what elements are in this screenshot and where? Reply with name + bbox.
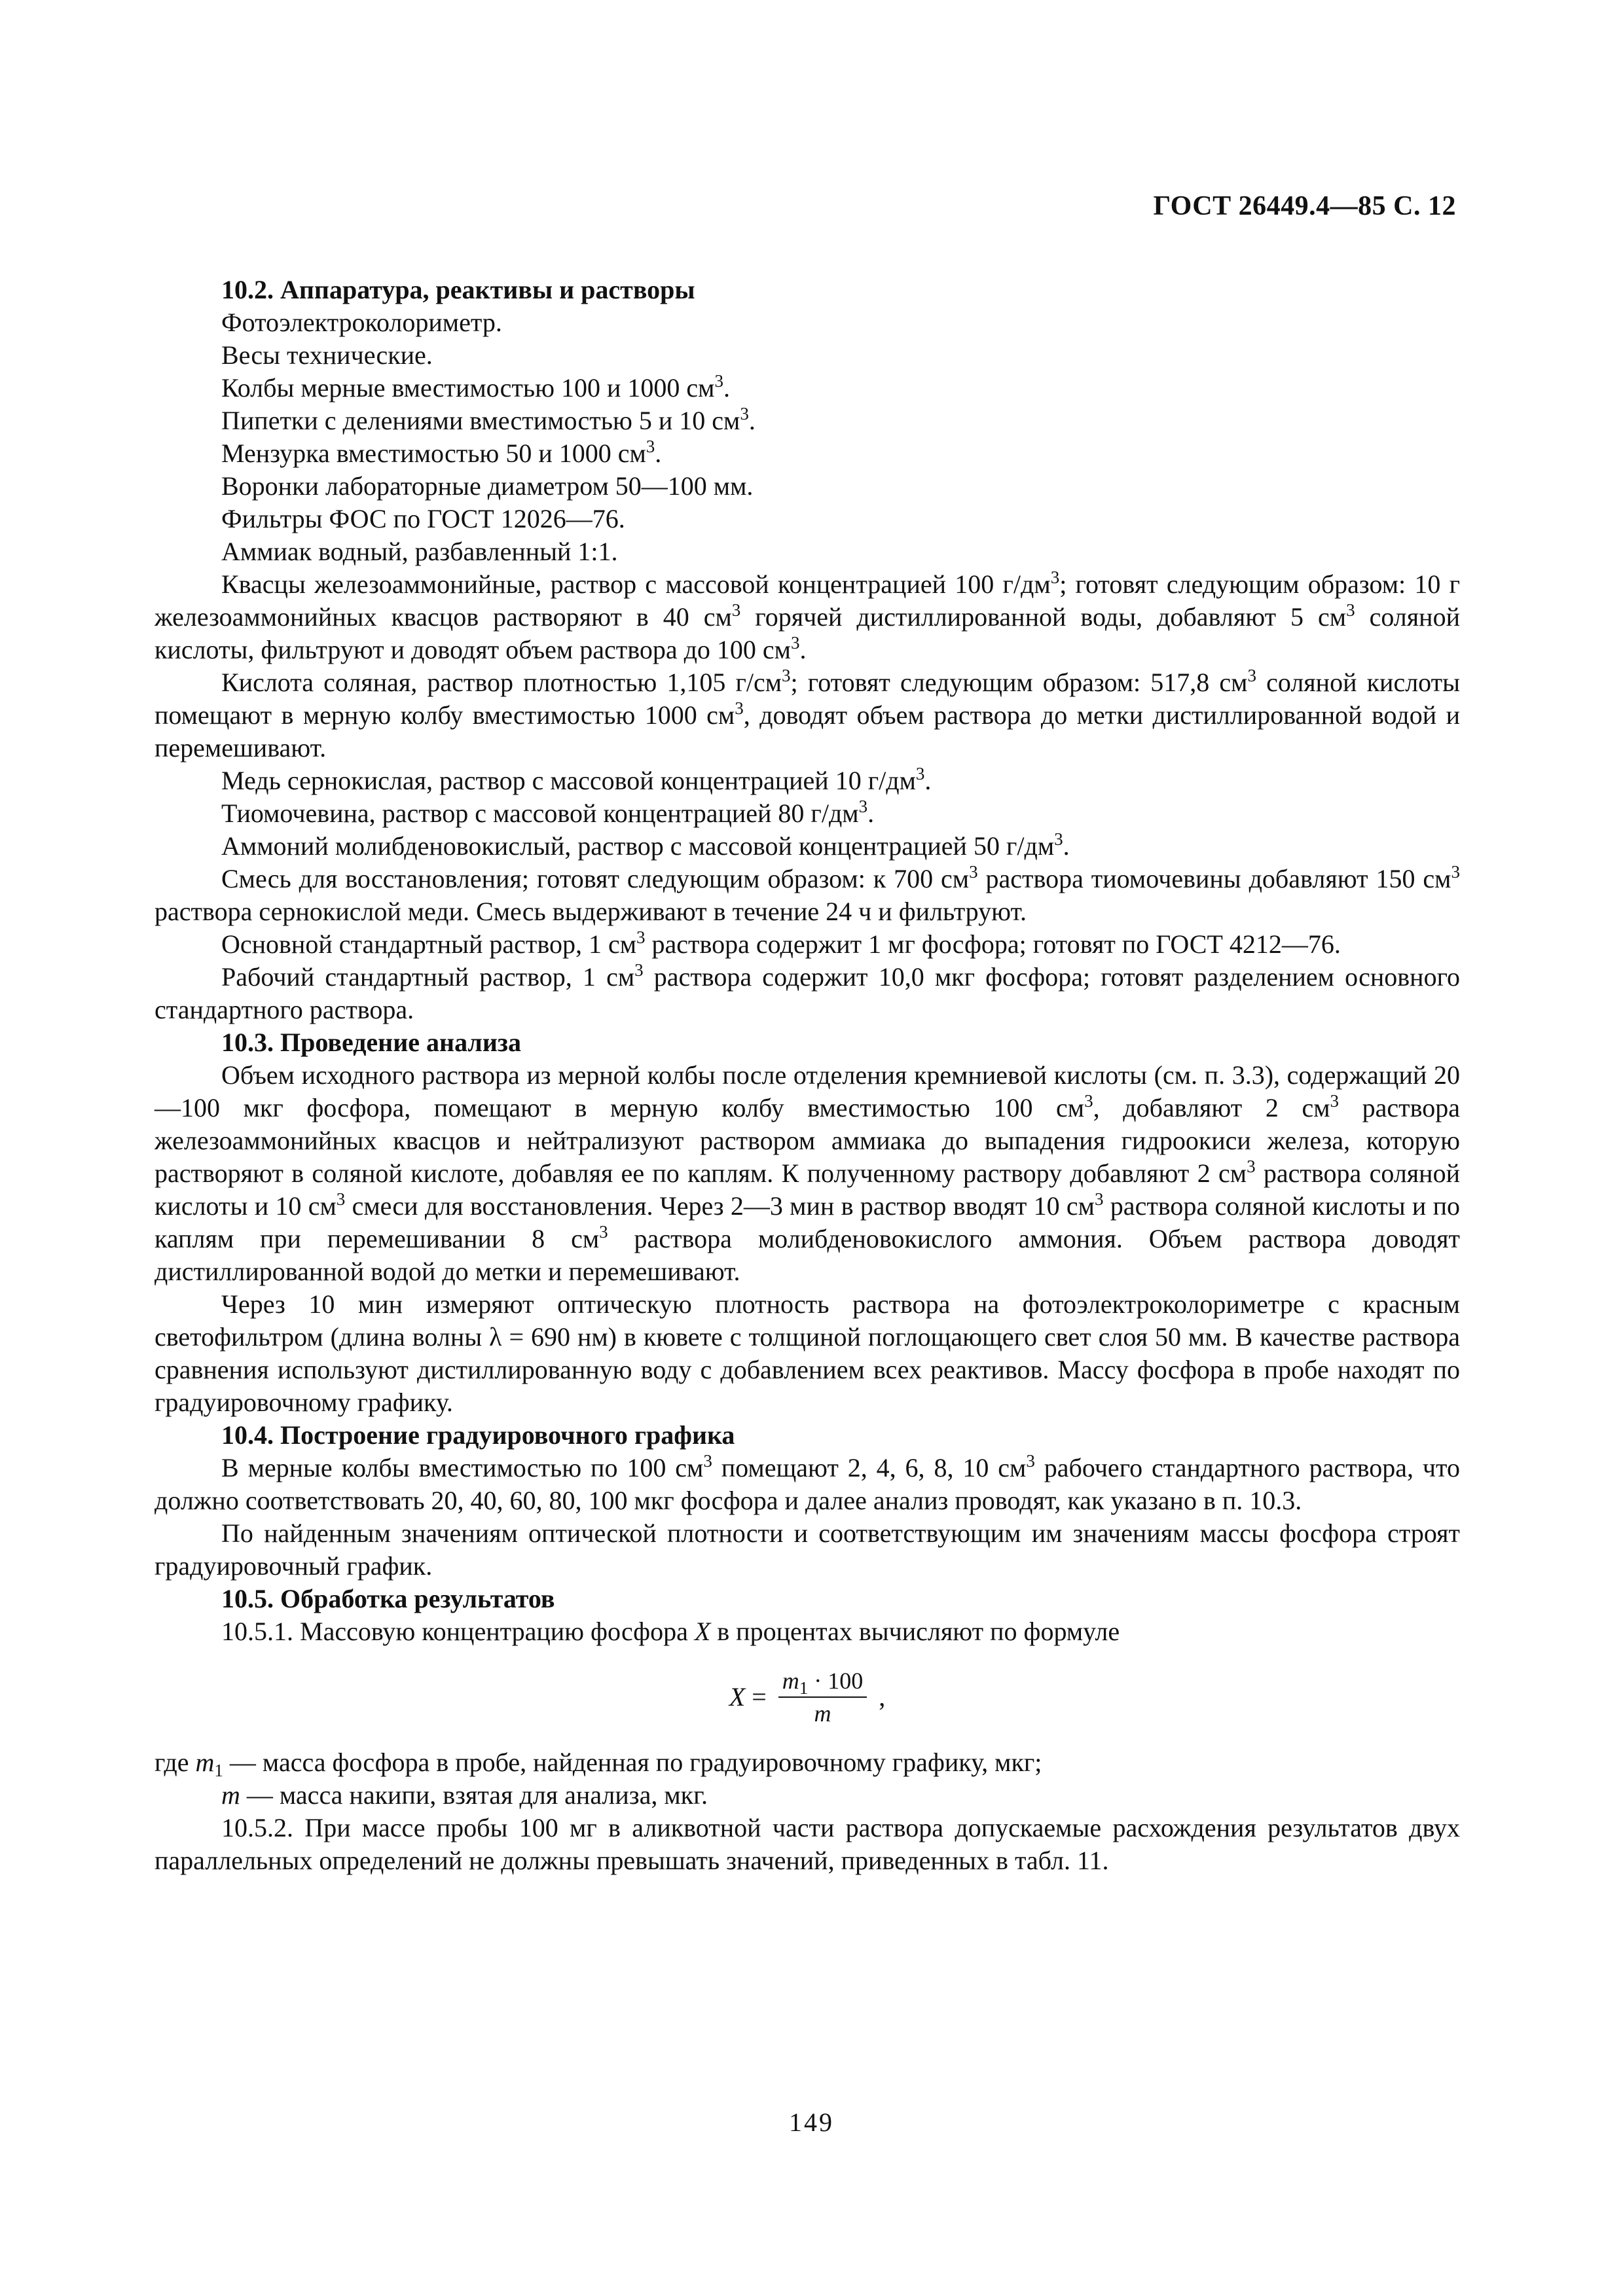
text: смеси для восстановления. Через 2—3 мин в раствор вводят 10 см	[345, 1191, 1095, 1221]
paragraph-tolerance: 10.5.2. При массе пробы 100 мг в аликвотной части раствора допускаемые расхождения результатов двух параллельных определений не должны превышать значений, приведенных в табл. 11.	[155, 1813, 1460, 1875]
variable-m1: m	[195, 1748, 215, 1777]
superscript: 3	[1084, 1091, 1093, 1111]
punct: .	[655, 439, 662, 468]
formula-eq: =	[745, 1682, 773, 1712]
text: раствора тиомочевины добавляют 150 см	[977, 864, 1451, 893]
text: соляной кислоты, фильтруют и доводят объем раствора до 100 см	[155, 602, 1460, 664]
text: , доводят объем раствора до метки дистиллированной водой и перемешивают.	[155, 700, 1460, 762]
superscript: 3	[1451, 862, 1460, 882]
punct: .	[924, 766, 932, 795]
punct: .	[1063, 831, 1070, 861]
item-text: Мензурка вместимостью 50 и 1000 см	[221, 439, 646, 468]
superscript: 3	[740, 404, 749, 423]
formula-tail: ,	[872, 1682, 886, 1712]
item-text: Колбы мерные вместимостью 100 и 1000 см	[221, 373, 715, 403]
text: В мерные колбы вместимостью по 100 см	[221, 1453, 704, 1482]
text: .	[799, 635, 807, 664]
item-text: Аммиак водный, разбавленный 1:1.	[221, 537, 618, 566]
text: Основной стандартный раствор, 1 см	[221, 929, 637, 959]
text: Медь сернокислая, раствор с массовой концентрацией 10 г/дм	[221, 766, 916, 795]
paragraph-kislota	[155, 666, 1460, 764]
text: в процентах вычисляют по формуле	[710, 1617, 1120, 1646]
text: горячей дистиллированной воды, добавляют 5 см	[740, 602, 1347, 632]
text: Тиомочевина, раствор с массовой концентрацией 80 г/дм	[221, 798, 859, 828]
superscript: 3	[1330, 1091, 1340, 1111]
punct: .	[748, 406, 756, 435]
paragraph-measurement: Через 10 мин измеряют оптическую плотность раствора на фотоэлектроколориметре с красным светофильтром (длина волны λ = 690 нм) в кювете с толщиной поглощающего свет слоя 50 мм. В качестве раствора сравнения используют дистиллированную воду с добавлением всех реактивов. Массу фосфора в пробе находят по градуировочному графику.	[155, 1289, 1460, 1417]
where-line-1	[155, 1746, 1460, 1779]
variable-x: X	[694, 1617, 711, 1646]
formula-lhs: X	[729, 1682, 746, 1712]
formula-denominator: m	[814, 1700, 831, 1727]
paragraph-tiomochevina	[155, 797, 1460, 830]
superscript: 3	[731, 600, 741, 620]
item-text: Воронки лабораторные диаметром 50—100 мм.	[221, 471, 754, 501]
text: , добавляют 2 см	[1093, 1093, 1330, 1122]
text: помещают 2, 4, 6, 8, 10 см	[712, 1453, 1027, 1482]
paragraph-rabochiy	[155, 961, 1460, 1026]
paragraph-kvascy	[155, 568, 1460, 666]
superscript: 3	[858, 797, 868, 816]
where-line-2	[155, 1779, 1460, 1812]
list-item	[155, 306, 1460, 339]
text: — масса фосфора в пробе, найденная по градуировочному графику, мкг;	[223, 1748, 1042, 1777]
item-text: Весы технические.	[221, 340, 433, 370]
text: Кислота соляная, раствор плотностью 1,105 г/см	[221, 668, 782, 697]
text: соляной кислоты помещают в мерную колбу вместимостью 1000 см	[155, 668, 1460, 730]
list-item	[155, 339, 1460, 372]
num-var: m	[782, 1668, 799, 1694]
superscript: 3	[791, 633, 800, 653]
text: ; готовят следующим образом: 517,8 см	[790, 668, 1248, 697]
superscript: 3	[782, 666, 791, 685]
superscript: 3	[1050, 567, 1060, 587]
text: Аммоний молибденовокислый, раствор с массовой концентрацией 50 г/дм	[221, 831, 1055, 861]
paragraph-calibration	[155, 1452, 1460, 1517]
superscript: 3	[646, 437, 655, 456]
text: — масса накипи, взятая для анализа, мкг.	[240, 1780, 708, 1810]
text: раствора соляной кислоты и по каплям при перемешивании 8 см	[155, 1191, 1461, 1253]
superscript: 3	[969, 862, 978, 882]
punct: .	[723, 373, 730, 403]
subscript: 1	[214, 1761, 223, 1780]
text: раствора сернокислой меди. Смесь выдерживают в течение 24 ч и фильтруют.	[155, 897, 1027, 926]
item-text: Пипетки с делениями вместимостью 5 и 10 см	[221, 406, 740, 435]
num-sub: 1	[799, 1678, 809, 1698]
punct: .	[867, 798, 875, 828]
formula-numerator	[778, 1666, 867, 1698]
item-text: Фотоэлектроколориметр.	[221, 308, 502, 337]
superscript: 3	[1247, 1157, 1256, 1176]
list-item	[155, 437, 1460, 470]
superscript: 3	[1346, 600, 1355, 620]
superscript: 3	[599, 1222, 608, 1242]
document-body	[155, 274, 1460, 1877]
text: Объем исходного раствора из мерной колбы после отделения кремниевой кислоты (см. п. 3.3), содержащий 20—100 мкг фосфора, помещают в мерную колбу вместимостью 100 см	[155, 1060, 1460, 1122]
paragraph-osnovnoy	[155, 928, 1460, 961]
item-text: Фильтры ФОС по ГОСТ 12026—76.	[221, 504, 625, 533]
superscript: 3	[636, 927, 646, 947]
paragraph-med	[155, 764, 1460, 797]
text: Квасцы железоаммонийные, раствор с массовой концентрацией 100 г/дм	[221, 569, 1051, 599]
section-heading-10-5: 10.5. Обработка результатов	[221, 1584, 555, 1613]
section-heading-10-4: 10.4. Построение градуировочного графика	[221, 1420, 735, 1450]
page-number: 149	[789, 2108, 834, 2137]
list-item	[155, 404, 1460, 437]
paragraph-formula-intro	[155, 1615, 1460, 1648]
paragraph-ammoniy	[155, 830, 1460, 863]
page-header: ГОСТ 26449.4—85 С. 12	[1153, 191, 1456, 221]
superscript: 3	[1026, 1451, 1035, 1471]
variable-m: m	[221, 1780, 240, 1810]
superscript: 3	[735, 698, 744, 718]
text: рабочего стандартного раствора, что должно соответствовать 20, 40, 60, 80, 100 мкг фосфора и далее анализ проводят, как указано в п. 10.3.	[155, 1453, 1461, 1515]
superscript: 3	[336, 1189, 346, 1209]
text: раствора содержит 10,0 мкг фосфора; готовят разделением основного стандартного раствора.	[155, 962, 1460, 1024]
formula	[155, 1648, 1460, 1746]
superscript: 3	[1247, 666, 1256, 685]
superscript: 3	[714, 371, 723, 391]
text: где	[155, 1748, 196, 1777]
num-rest: · 100	[808, 1668, 864, 1694]
paragraph-analysis	[155, 1059, 1460, 1288]
paragraph-smes	[155, 863, 1460, 928]
list-item	[155, 535, 1460, 568]
superscript: 3	[1095, 1189, 1104, 1209]
text: раствора железоаммонийных квасцов и нейтрализуют раствором аммиака до выпадения гидроокиси железа, которую растворяют в соляной кислоте, добавляя ее по каплям. К полученному раствору добавляют 2 см	[155, 1093, 1460, 1188]
list-item	[155, 470, 1460, 503]
text: Смесь для восстановления; готовят следующим образом: к 700 см	[221, 864, 970, 893]
text: ; готовят следующим образом: 10 г железоаммонийных квасцов растворяют в 40 см	[155, 569, 1460, 632]
text: раствора содержит 1 мг фосфора; готовят по ГОСТ 4212—76.	[645, 929, 1341, 959]
list-item	[155, 372, 1460, 404]
text: раствора соляной кислоты и 10 см	[155, 1158, 1460, 1221]
paragraph-graph: По найденным значениям оптической плотности и соответствующим им значениям массы фосфора строят градуировочный график.	[155, 1518, 1460, 1581]
superscript: 3	[915, 764, 925, 783]
text: Рабочий стандартный раствор, 1 см	[221, 962, 635, 992]
text: раствора молибденовокислого аммония. Объем раствора доводят дистиллированной водой до метки и перемешивают.	[155, 1224, 1461, 1286]
section-heading-10-3: 10.3. Проведение анализа	[221, 1028, 521, 1057]
section-heading-10-2: 10.2. Аппаратура, реактивы и растворы	[221, 275, 695, 304]
formula-fraction	[778, 1666, 867, 1728]
superscript: 3	[703, 1451, 712, 1471]
list-item	[155, 503, 1460, 535]
superscript: 3	[634, 960, 644, 980]
text: 10.5.1. Массовую концентрацию фосфора	[221, 1617, 695, 1646]
superscript: 3	[1054, 829, 1063, 849]
